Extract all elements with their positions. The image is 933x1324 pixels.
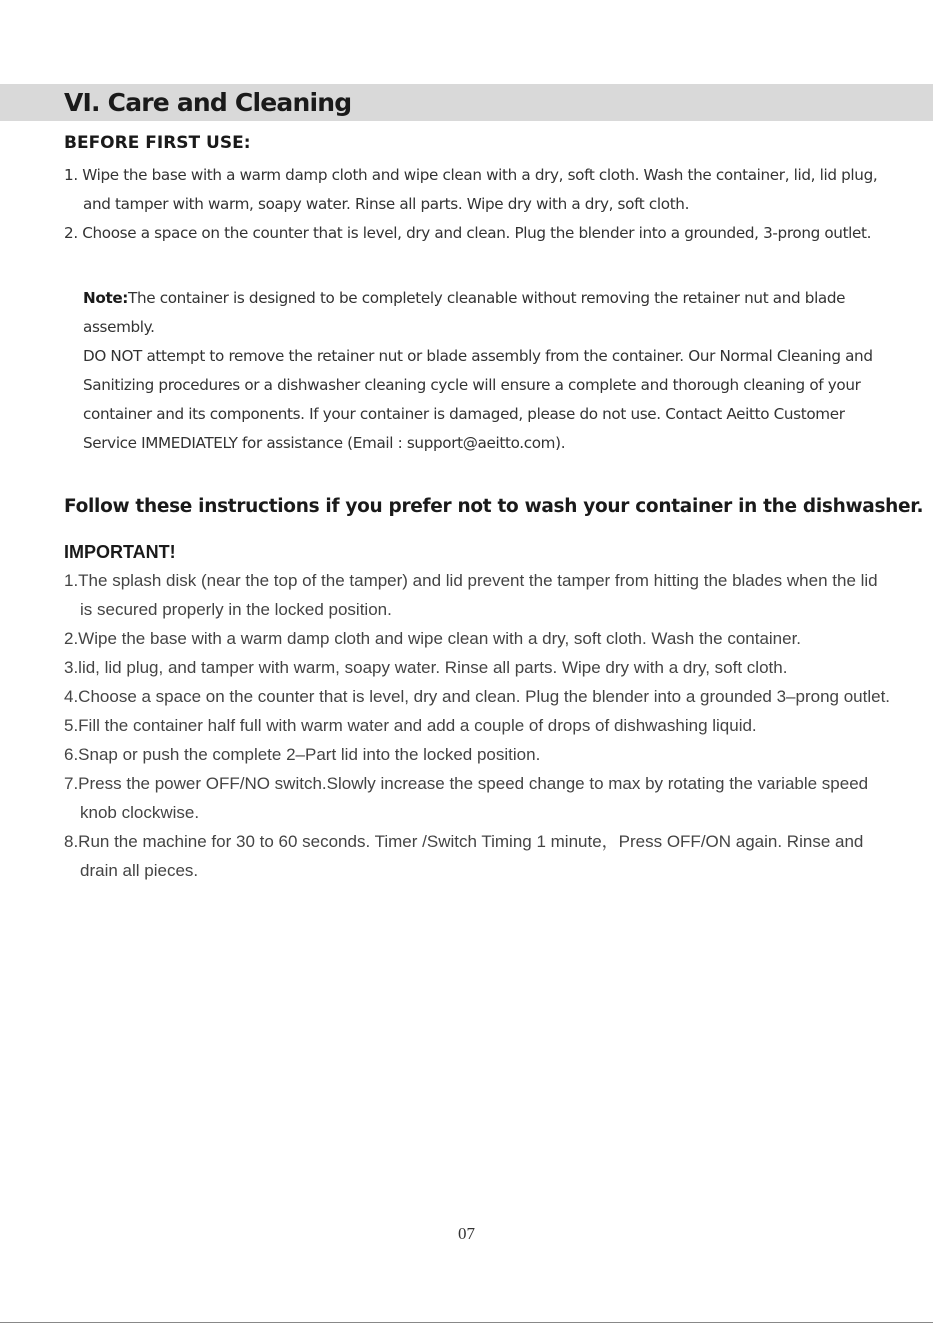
- note-paragraph: [83, 284, 893, 342]
- list-item: 2. Choose a space on the counter that is level, dry and clean. Plug the blender into a grounded, 3-prong outlet.: [64, 224, 872, 242]
- warning-paragraph: DO NOT attempt to remove the retainer nut or blade assembly from the container. Our Normal Cleaning and Sanitizing procedures or a dishwasher cleaning cycle will ensure a complete and thorough cleaning of your container and its components. If your container is damaged, please do not use. Contact Aeitto Customer Service IMMEDIATELY for assistance (Email : support@aeitto.com).: [83, 347, 873, 452]
- before-first-use-heading: BEFORE FIRST USE:: [64, 133, 251, 153]
- list-item: 8.Run the machine for 30 to 60 seconds. Timer /Switch Timing 1 minute，Press OFF/ON again. Rinse and drain all pieces.: [64, 832, 864, 880]
- list-item: 6.Snap or push the complete 2–Part lid into the locked position.: [64, 745, 541, 764]
- list-item: 1. Wipe the base with a warm damp cloth and wipe clean with a dry, soft cloth. Wash the container, lid, lid plug, and tamper with warm, soapy water. Rinse all parts. Wipe dry with a dry, soft cloth.: [64, 166, 878, 213]
- page-number: 07: [458, 1224, 475, 1243]
- list-item: 7.Press the power OFF/NO switch.Slowly increase the speed change to max by rotating the variable speed knob clockwise.: [64, 774, 869, 822]
- note-label: Note:: [83, 289, 129, 307]
- note-text: The container is designed to be completely cleanable without removing the retainer nut and blade assembly.: [83, 289, 846, 336]
- list-item: 4.Choose a space on the counter that is level, dry and clean. Plug the blender into a grounded 3–prong outlet.: [64, 687, 891, 706]
- section-title: VI. Care and Cleaning: [64, 88, 352, 117]
- before-first-use-list: [64, 161, 884, 248]
- important-label: IMPORTANT!: [64, 542, 176, 562]
- list-item: 5.Fill the container half full with warm water and add a couple of drops of dishwashing liquid.: [64, 716, 757, 735]
- hand-wash-heading: Follow these instructions if you prefer not to wash your container in the dishwasher.: [64, 496, 924, 517]
- list-item: 3.lid, lid plug, and tamper with warm, soapy water. Rinse all parts. Wipe dry with a dry, soft cloth.: [64, 658, 788, 677]
- list-item: 2.Wipe the base with a warm damp cloth and wipe clean with a dry, soft cloth. Wash the container.: [64, 629, 802, 648]
- note-block: [83, 284, 893, 458]
- hand-wash-steps: [64, 566, 894, 885]
- list-item: 1.The splash disk (near the top of the tamper) and lid prevent the tamper from hitting the blades when the lid is secured properly in the locked position.: [64, 571, 878, 619]
- bottom-divider: [0, 1322, 933, 1323]
